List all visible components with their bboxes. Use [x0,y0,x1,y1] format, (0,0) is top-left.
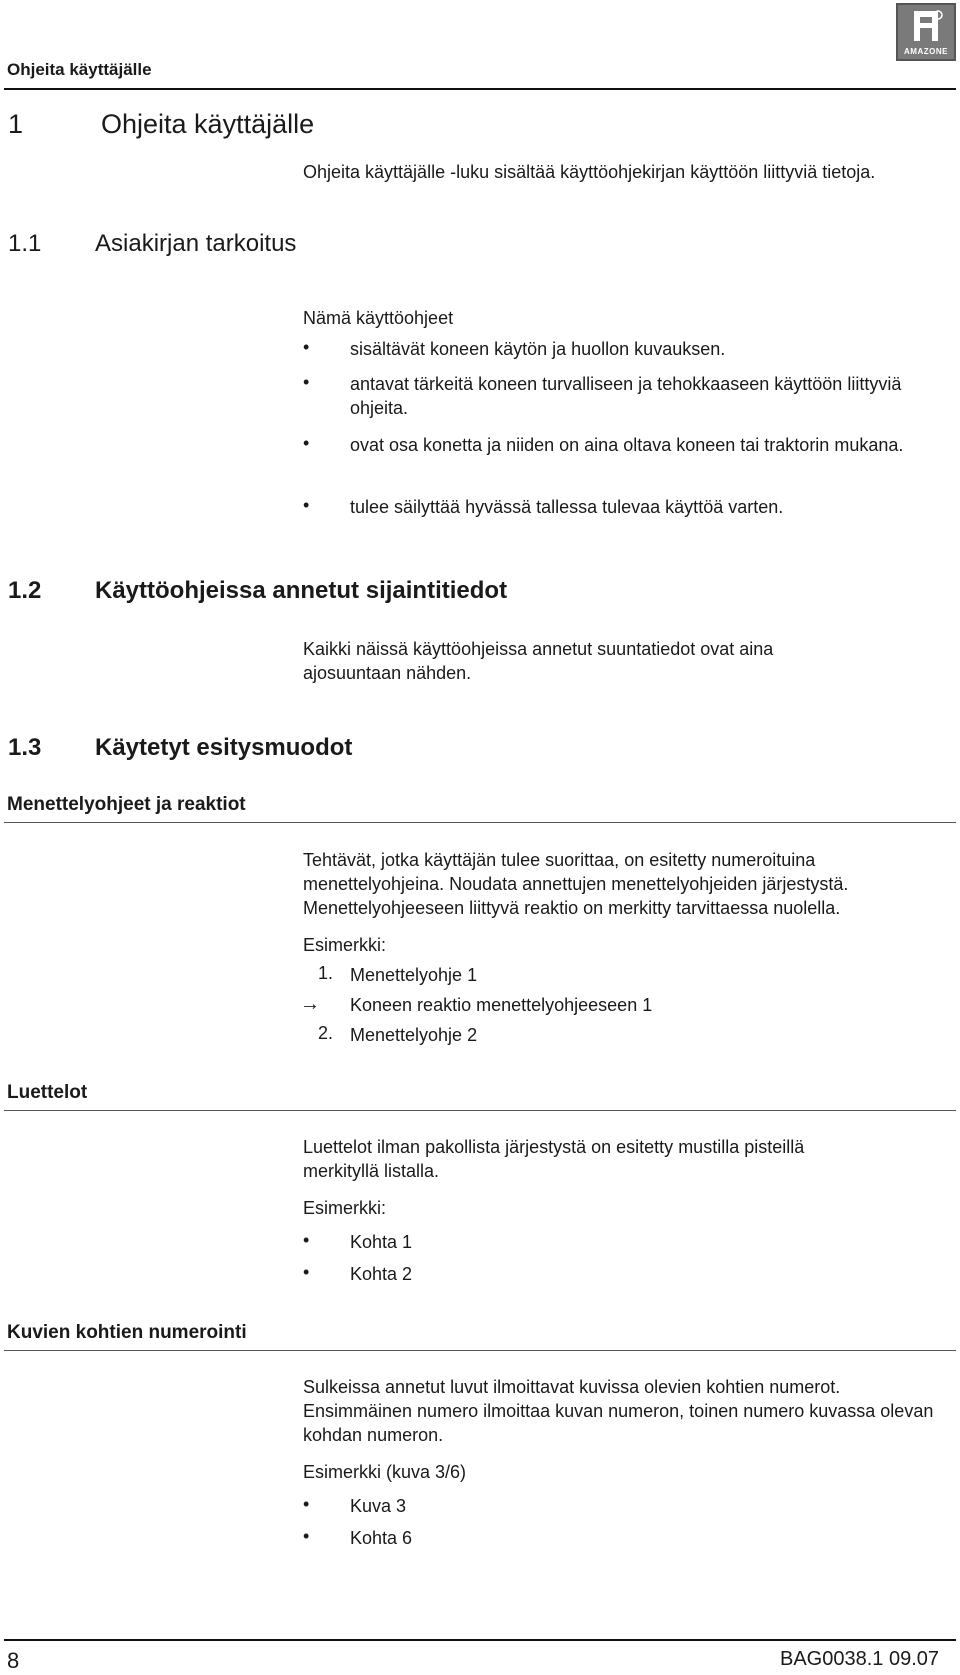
list-item: Kohta 1 [350,1232,413,1252]
section-1-2-title: Käyttöohjeissa annetut sijaintitiedot [95,577,508,604]
list-item: antavat tärkeitä koneen turvalliseen ja tehokkaaseen käyttöön liittyviä ohjeita. [350,374,902,418]
bullet-icon: • [303,1262,310,1282]
figure-numbering-divider [4,1350,956,1351]
footer-divider [4,1639,956,1641]
section-1-number: 1 [8,109,24,139]
step-marker: 2. [318,1023,334,1043]
lists-text: Luettelot ilman pakollista järjestystä on esitetty mustilla pisteillä merkityllä listalla. [303,1137,805,1181]
list-item: Kuva 3 [350,1496,407,1516]
section-1-1-lead: Nämä käyttöohjeet [303,308,454,328]
list-item: tulee säilyttää hyvässä tallessa tulevaa käyttöä varten. [350,497,784,517]
bullet-icon: • [303,1230,310,1250]
amazone-logo [896,3,956,61]
procedures-heading: Menettelyohjeet ja reaktiot [7,794,246,815]
logo-emblem-icon [898,5,954,49]
section-1-3-number: 1.3 [8,734,42,761]
section-1-intro: Ohjeita käyttäjälle -luku sisältää käyttöohjekirjan käyttöön liittyviä tietoja. [303,162,876,182]
lists-heading: Luettelot [7,1082,88,1103]
figure-numbering-heading: Kuvien kohtien numerointi [7,1322,247,1343]
list-item: ovat osa konetta ja niiden on aina oltava koneen tai traktorin mukana. [350,435,904,455]
header-divider [4,88,956,90]
bullet-icon: • [303,1526,310,1546]
bullet-icon: • [303,433,310,453]
step-text: Menettelyohje 2 [350,1025,478,1045]
step-marker: 1. [318,963,334,983]
arrow-icon: → [300,993,320,1015]
bullet-icon: • [303,337,310,357]
figure-numbering-text: Sulkeissa annetut luvut ilmoittavat kuvissa olevien kohtien numerot. Ensimmäinen numero ilmoittaa kuvan numeron, toinen numero kuvassa olevan kohdan numeron. [303,1377,934,1445]
step-text: Koneen reaktio menettelyohjeeseen 1 [350,995,653,1015]
section-1-1-number: 1.1 [8,230,42,257]
procedures-divider [4,822,956,823]
section-1-1-title: Asiakirjan tarkoitus [95,230,297,257]
section-1-2-number: 1.2 [8,577,42,604]
bullet-icon: • [303,1494,310,1514]
lists-divider [4,1110,956,1111]
procedures-text: Tehtävät, jotka käyttäjän tulee suorittaa, on esitetty numeroituina menettelyohjeina. Noudata annettujen menettelyohjeiden järjestystä. Menettelyohjeeseen liittyvä reaktio on merkitty tarvittaessa nuolella. [303,850,849,918]
lists-example-label: Esimerkki: [303,1198,387,1218]
figure-numbering-example-label: Esimerkki (kuva 3/6) [303,1462,467,1482]
section-1-3-title: Käytetyt esitysmuodot [95,734,353,761]
document-code: BAG0038.1 09.07 [780,1648,940,1670]
procedures-example-label: Esimerkki: [303,935,387,955]
logo-text: AMAZONE [904,47,948,56]
bullet-icon: • [303,495,310,515]
section-1-2-text: Kaikki näissä käyttöohjeissa annetut suuntatiedot ovat aina ajosuuntaan nähden. [303,639,774,683]
page-number: 8 [7,1648,20,1673]
list-item: Kohta 2 [350,1264,413,1284]
list-item: sisältävät koneen käytön ja huollon kuvauksen. [350,339,726,359]
bullet-icon: • [303,372,310,392]
list-item: Kohta 6 [350,1528,413,1548]
step-text: Menettelyohje 1 [350,965,478,985]
running-header-title: Ohjeita käyttäjälle [7,60,152,79]
section-1-title: Ohjeita käyttäjälle [101,109,315,139]
